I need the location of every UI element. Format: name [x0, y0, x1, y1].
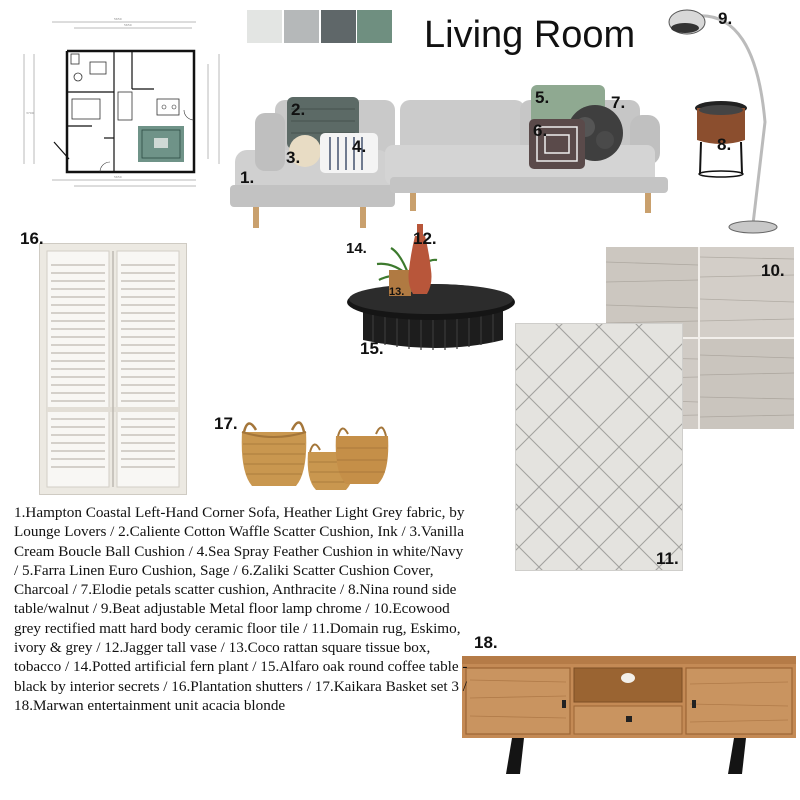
palette-swatch-1 — [247, 10, 282, 43]
palette-swatch-4 — [357, 10, 392, 43]
label-10: 10. — [761, 261, 785, 280]
label-7: 7. — [611, 93, 626, 112]
palette-swatch-3 — [321, 10, 356, 43]
label-11: 11. — [656, 549, 679, 568]
palette-swatch-2 — [284, 10, 319, 43]
plantation-shutters-image — [39, 243, 187, 495]
rug-image — [515, 323, 683, 571]
basket-set-image — [234, 412, 396, 494]
product-list-caption: 1.Hampton Coastal Left-Hand Corner Sofa, Heather Light Grey fabric, by Lounge Lovers / 2.Caliente Cotton Waffle Scatter Cushion, Ink / 3.Vanilla Cream Boucle Ball Cushion / 4.Sea Spray Feather Cushion in white/Navy / 5.Farra Linen Euro Cushion, Sage / 6.Zaliki Scatter Cushion Cover, Charcoal / 7.Elodie petals scatter cushion, Anthracite / 8.Nina round side table/walnut / 9.Beat adjustable Metal floor lamp chrome / 10.Ecowood grey rectified matt hard body ceramic floor tile / 11.Domain rug, Eskimo, ivory & grey / 12.Jagger tall vase / 13.Coco rattan square tissue box, tobacco / 14.Potted artificial fern plant / 15.Alfaro oak round coffee table - black by interior secrets / 16.Plantation shutters / 17.Kaikara Basket set 3 / 18.Marwan entertainment unit acacia blonde — [14, 504, 468, 714]
label-5: 5. — [535, 88, 550, 107]
svg-text:5650: 5650 — [114, 175, 122, 179]
label-1: 1. — [240, 168, 255, 187]
label-16: 16. — [20, 229, 44, 248]
svg-text:3700: 3700 — [26, 111, 34, 115]
label-6: 6. — [533, 121, 548, 140]
label-9: 9. — [718, 9, 733, 28]
label-14: 14. — [346, 240, 367, 257]
label-3: 3. — [286, 148, 301, 167]
page-title: Living Room — [424, 14, 636, 56]
label-8: 8. — [717, 135, 732, 154]
label-13: 13. — [389, 286, 405, 298]
svg-text:5650: 5650 — [114, 17, 122, 21]
floor-plan-image — [14, 14, 236, 192]
label-18: 18. — [474, 633, 498, 652]
label-17: 17. — [214, 414, 238, 433]
label-15: 15. — [360, 339, 384, 358]
entertainment-unit-image — [462, 656, 798, 776]
label-12: 12. — [413, 229, 437, 248]
label-4: 4. — [352, 137, 367, 156]
svg-text:5650: 5650 — [124, 23, 132, 27]
label-2: 2. — [291, 100, 306, 119]
